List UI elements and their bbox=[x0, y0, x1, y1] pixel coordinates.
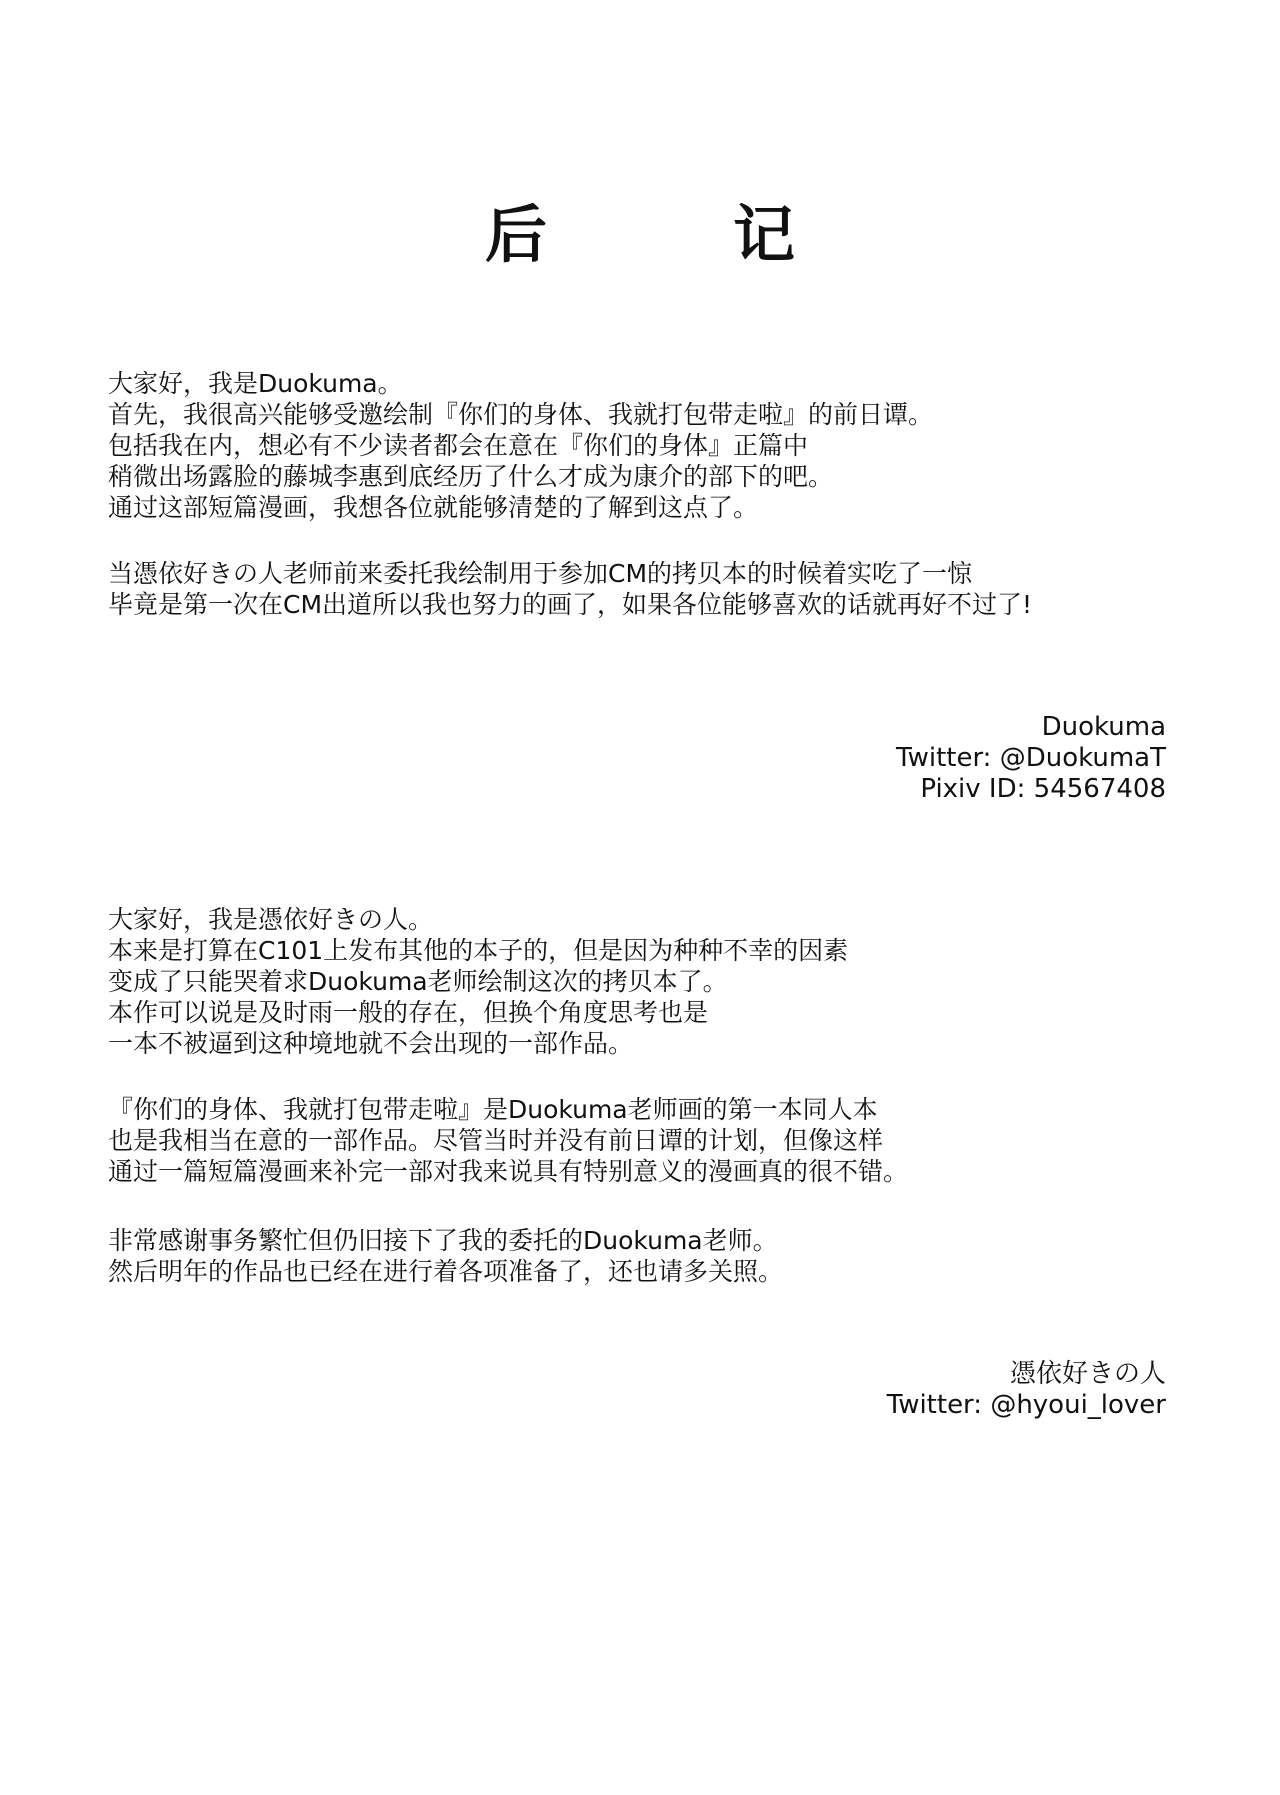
text-line: 首先，我很高兴能够受邀绘制『你们的身体、我就打包带走啦』的前日谭。 bbox=[108, 400, 934, 429]
duokuma-commission-paragraph bbox=[108, 558, 1168, 620]
page-title: 后 记 bbox=[484, 198, 857, 271]
author-twitter: Twitter: @hyoui_lover bbox=[886, 1390, 1166, 1420]
author-twitter: Twitter: @DuokumaT bbox=[896, 743, 1166, 773]
hyoui-signature bbox=[887, 1359, 1166, 1421]
hyoui-thanks-paragraph bbox=[108, 1225, 1168, 1287]
text-line: 包括我在内，想必有不少读者都会在意在『你们的身体』正篇中 bbox=[108, 431, 809, 460]
hyoui-greeting-paragraph bbox=[108, 904, 1168, 1059]
duokuma-signature bbox=[896, 712, 1166, 805]
hyoui-work-paragraph bbox=[108, 1094, 1168, 1187]
text-line: 非常感谢事务繁忙但仍旧接下了我的委托的Duokuma老师。 bbox=[108, 1226, 778, 1255]
text-line: 变成了只能哭着求Duokuma老师绘制这次的拷贝本了。 bbox=[108, 967, 728, 996]
text-line: 本来是打算在C101上发布其他的本子的，但是因为种种不幸的因素 bbox=[108, 936, 849, 965]
text-line: 也是我相当在意的一部作品。尽管当时并没有前日谭的计划，但像这样 bbox=[108, 1126, 884, 1155]
duokuma-greeting-paragraph bbox=[108, 368, 1168, 523]
text-line: 稍微出场露脸的藤城李惠到底经历了什么才成为康介的部下的吧。 bbox=[108, 462, 834, 491]
text-line: 通过一篇短篇漫画来补完一部对我来说具有特别意义的漫画真的很不错。 bbox=[108, 1157, 909, 1186]
text-line: 大家好，我是Duokuma。 bbox=[108, 369, 403, 398]
text-line: 『你们的身体、我就打包带走啦』是Duokuma老师画的第一本同人本 bbox=[108, 1095, 878, 1124]
author-name: 憑依好きの人 bbox=[1009, 1359, 1166, 1389]
text-line: 毕竟是第一次在CM出道所以我也努力的画了，如果各位能够喜欢的话就再好不过了! bbox=[108, 590, 1033, 619]
text-line: 当憑依好きの人老师前来委托我绘制用于参加CM的拷贝本的时候着实吃了一惊 bbox=[108, 559, 973, 588]
text-line: 一本不被逼到这种境地就不会出现的一部作品。 bbox=[108, 1029, 634, 1058]
author-name: Duokuma bbox=[1041, 712, 1166, 742]
text-line: 大家好，我是憑依好きの人。 bbox=[108, 905, 434, 934]
text-line: 本作可以说是及时雨一般的存在，但换个角度思考也是 bbox=[108, 998, 709, 1027]
text-line: 通过这部短篇漫画，我想各位就能够清楚的了解到这点了。 bbox=[108, 493, 759, 522]
text-line: 然后明年的作品也已经在进行着各项准备了，还也请多关照。 bbox=[108, 1257, 784, 1286]
author-pixiv: Pixiv ID: 54567408 bbox=[920, 774, 1166, 804]
